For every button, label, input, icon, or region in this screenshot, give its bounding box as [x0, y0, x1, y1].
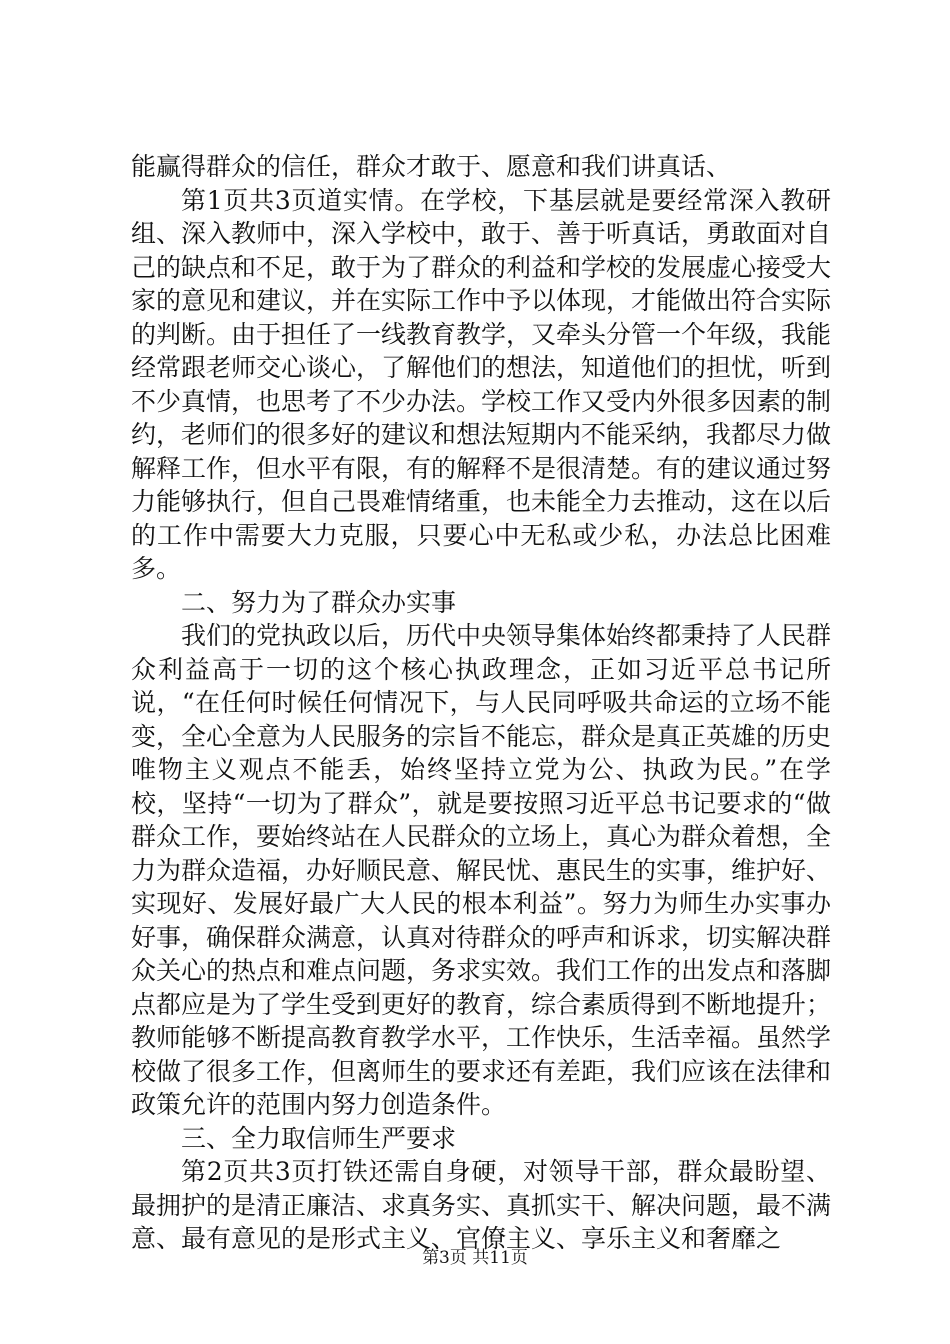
document-body — [131, 150, 831, 1256]
section-heading-2: 二、努力为了群众办实事 — [181, 587, 457, 617]
page-footer: 第3页 共11页 — [422, 1248, 528, 1268]
paragraph-serve-people: 我们的党执政以后，历代中央领导集体始终都秉持了人民群众利益高于一切的这个核心执政理念，正如习近平总书记所说，“在任何时候任何情况下，与人民同呼吸共命运的立场不能变，全心全意为人民服务的宗旨不能忘，群众是真正英雄的历史唯物主义观点不能丢，始终坚持立党为公、执政为民。”在学校，坚持“一切为了群众”，就是要按照习近平总书记要求的“做群众工作，要始终站在人民群众的立场上，真心为群众着想，全力为群众造福，办好顺民意、解民忧、惠民生的实事，维护好、实现好、发展好最广大人民的根本利益”。努力为师生办实事办好事，确保群众满意，认真对待群众的呼声和诉求，切实解决群众关心的热点和难点问题，务求实效。我们工作的出发点和落脚点都应是为了学生受到更好的教育，综合素质得到不断地提升；教师能够不断提高教育教学水平，工作快乐，生活幸福。虽然学校做了很多工作，但离师生的要求还有差距，我们应该在法律和政策允许的范围内努力创造条件。 — [131, 621, 832, 1119]
paragraph-continuation: 能赢得群众的信任，群众才敢于、愿意和我们讲真话、 — [131, 152, 732, 181]
section-heading-3: 三、全力取信师生严要求 — [181, 1123, 457, 1153]
paragraph-self-discipline: 第2页共3页打铁还需自身硬，对领导干部，群众最盼望、最拥护的是清正廉洁、求真务实、真抓实干、解决问题，最不满意、最有意见的是形式主义、官僚主义、享乐主义和奢靡之 — [131, 1157, 832, 1253]
paragraph-grassroots: 第1页共3页道实情。在学校，下基层就是要经常深入教研组、深入教师中，深入学校中，敢于、善于听真话，勇敢面对自己的缺点和不足，敢于为了群众的利益和学校的发展虚心接受大家的意见和建议，并在实际工作中予以体现，才能做出符合实际的判断。由于担任了一线教育教学，又牵头分管一个年级，我能经常跟老师交心谈心，了解他们的想法，知道他们的担忧，听到不少真情，也思考了不少办法。学校工作又受内外很多因素的制约，老师们的很多好的建议和想法短期内不能采纳，我都尽力做解释工作，但水平有限，有的解释不是很清楚。有的建议通过努力能够执行，但自己畏难情绪重，也未能全力去推动，这在以后的工作中需要大力克服，只要心中无私或少私，办法总比困难多。 — [131, 185, 832, 583]
